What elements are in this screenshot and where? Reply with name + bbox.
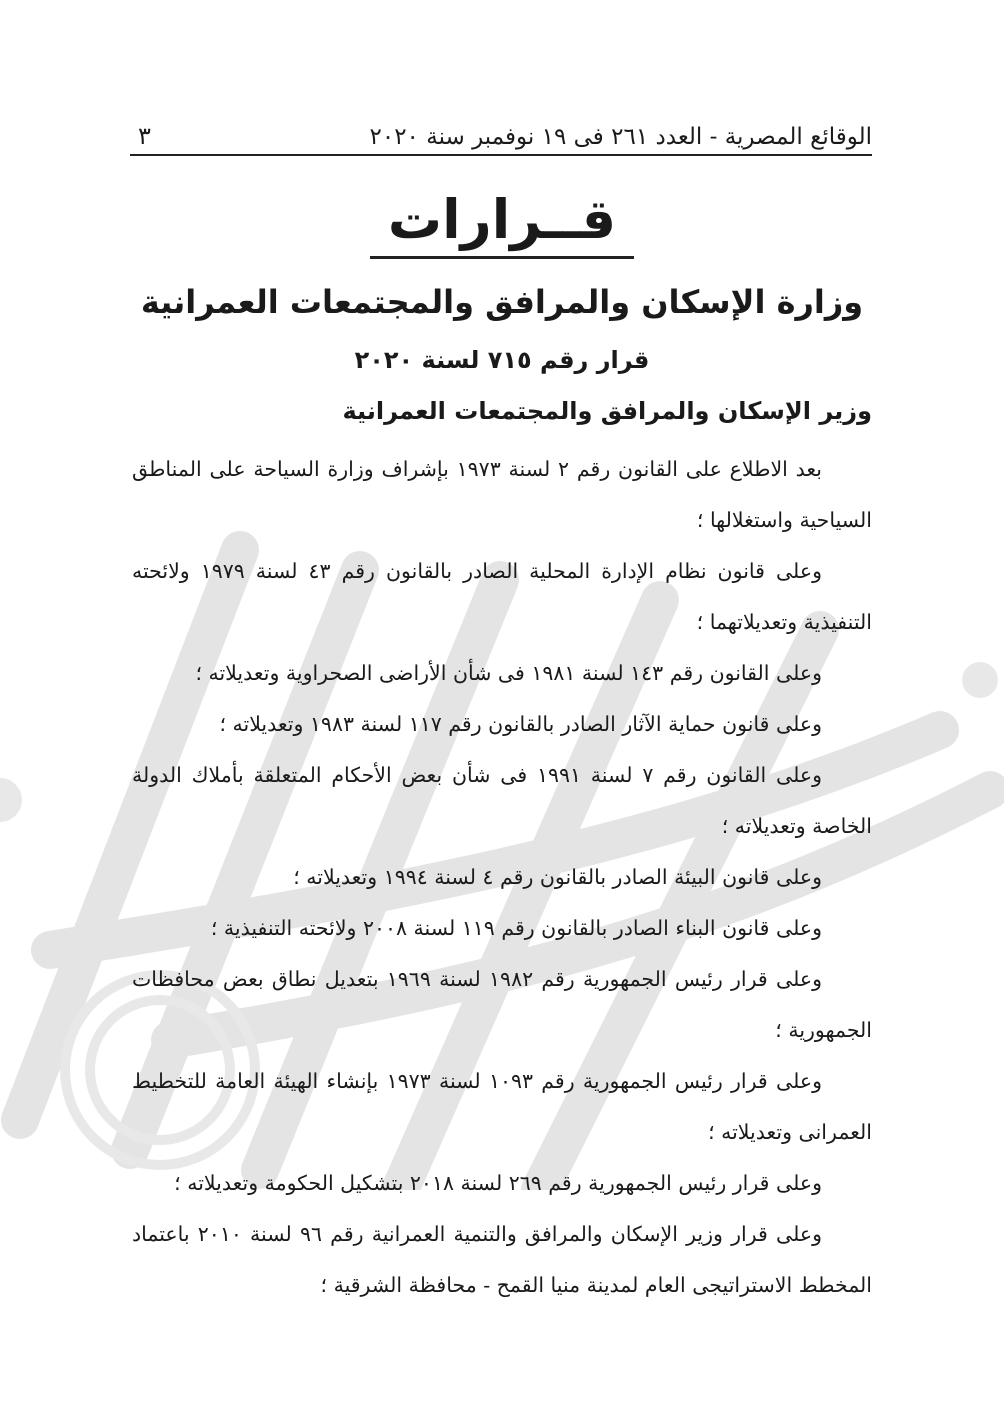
section-title: [0, 188, 1004, 259]
decree-preamble: [132, 444, 872, 1311]
preamble-paragraph: وعلى قرار رئيس الجمهورية رقم ١٩٨٢ لسنة ١٩٦٩ بتعديل نطاق بعض محافظات الجمهورية ؛: [132, 967, 872, 1042]
preamble-paragraph: وعلى القانون رقم ١٤٣ لسنة ١٩٨١ فى شأن الأراضى الصحراوية وتعديلاته ؛: [195, 661, 822, 685]
preamble-paragraph: وعلى قرار رئيس الجمهورية رقم ٢٦٩ لسنة ٢٠١٨ بتشكيل الحكومة وتعديلاته ؛: [174, 1171, 822, 1195]
decree-number: قرار رقم ٧١٥ لسنة ٢٠٢٠: [354, 346, 650, 374]
preamble-paragraph: وعلى القانون رقم ٧ لسنة ١٩٩١ فى شأن بعض الأحكام المتعلقة بأملاك الدولة الخاصة وتعديلاته ؛: [132, 763, 872, 838]
preamble-paragraph: وعلى قانون البناء الصادر بالقانون رقم ١١٩ لسنة ٢٠٠٨ ولائحته التنفيذية ؛: [210, 916, 822, 940]
preamble-paragraph: وعلى قانون نظام الإدارة المحلية الصادر بالقانون رقم ٤٣ لسنة ١٩٧٩ ولائحته التنفيذية وتعديلاتهما ؛: [132, 559, 872, 634]
gazette-issue-line: الوقائع المصرية - العدد ٢٦١ فى ١٩ نوفمبر سنة ٢٠٢٠: [369, 124, 872, 150]
ministry-name: وزارة الإسكان والمرافق والمجتمعات العمرانية: [140, 283, 864, 321]
preamble-paragraph: بعد الاطلاع على القانون رقم ٢ لسنة ١٩٧٣ بإشراف وزارة السياحة على المناطق السياحية واستغلالها ؛: [132, 457, 872, 532]
preamble-paragraph: وعلى قرار وزير الإسكان والمرافق والتنمية العمرانية رقم ٩٦ لسنة ٢٠١٠ باعتماد المخطط الاستراتيجى العام لمدينة منيا القمح - محافظة الشرقية ؛: [132, 1222, 872, 1297]
preamble-paragraph: وعلى قرار رئيس الجمهورية رقم ١٠٩٣ لسنة ١٩٧٣ بإنشاء الهيئة العامة للتخطيط العمرانى وتعديلاته ؛: [132, 1069, 872, 1144]
preamble-paragraph: وعلى قانون حماية الآثار الصادر بالقانون رقم ١١٧ لسنة ١٩٨٣ وتعديلاته ؛: [219, 712, 822, 736]
page-number: ٣: [138, 122, 151, 150]
gazette-header: [130, 108, 872, 156]
preamble-paragraph: وعلى قانون البيئة الصادر بالقانون رقم ٤ لسنة ١٩٩٤ وتعديلاته ؛: [293, 865, 822, 889]
section-title-text: قــرارات: [370, 188, 634, 259]
minister-heading: وزير الإسكان والمرافق والمجتمعات العمرانية: [342, 397, 872, 425]
